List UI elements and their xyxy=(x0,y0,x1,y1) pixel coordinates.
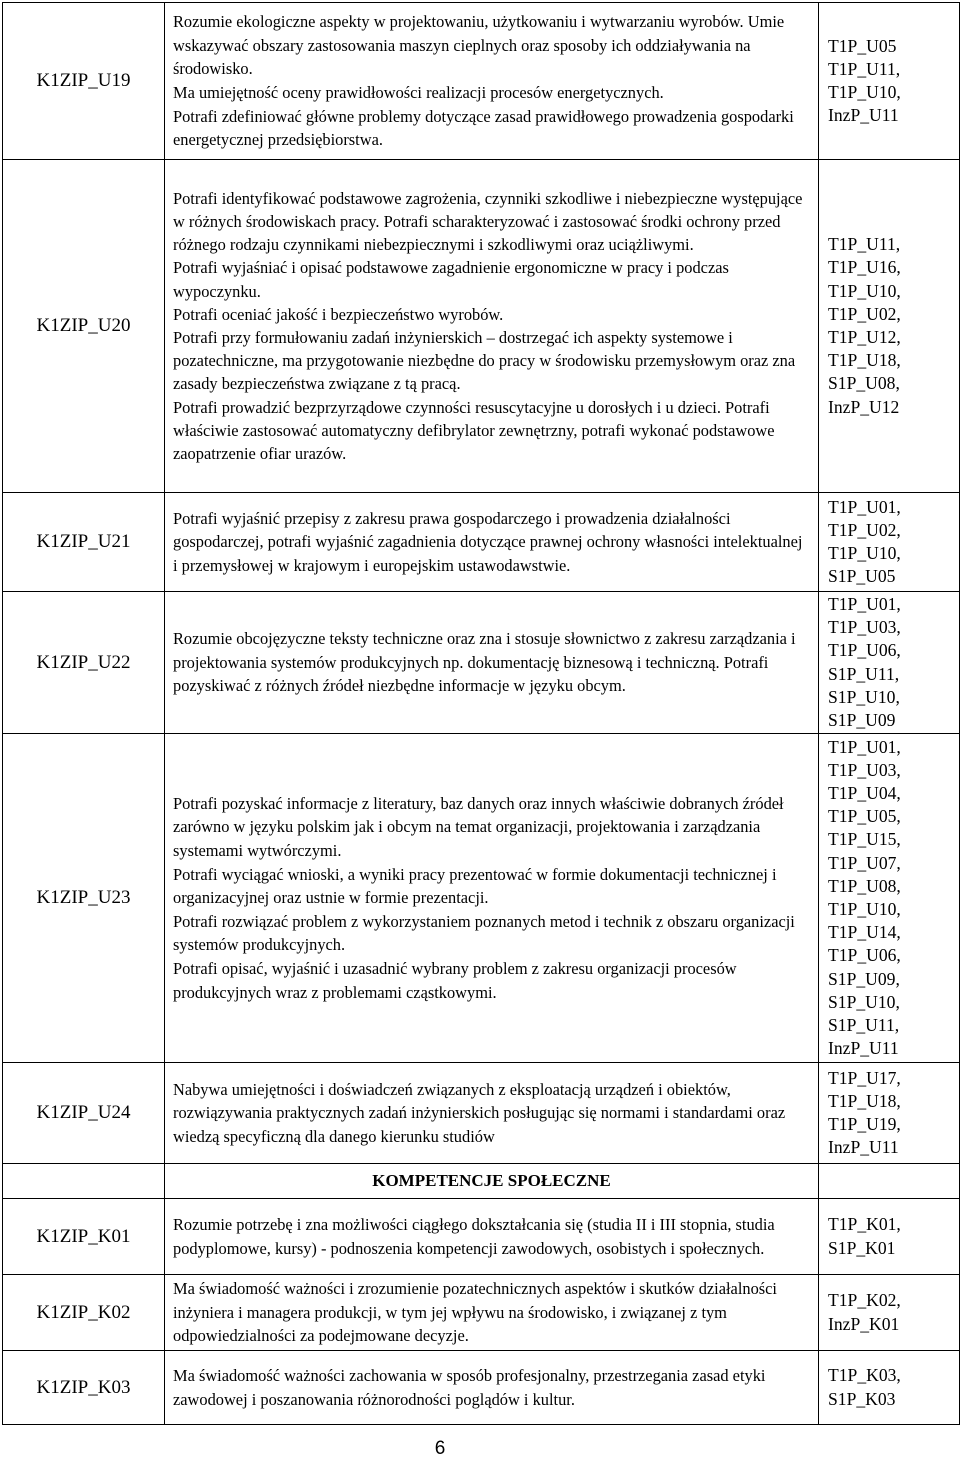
reference-code: T1P_U16, xyxy=(828,257,901,278)
reference-code: S1P_U09, xyxy=(828,968,900,989)
reference-code: S1P_U08, xyxy=(828,373,900,394)
reference-code: T1P_U01, xyxy=(828,496,901,517)
paragraph: Potrafi pozyskać informacje z literatury, baz danych oraz innych właściwie dobranych źródeł zarówno w języku polskim jak i obcym na temat organizacji, projektowania i zarządzania systemami wytwórczymi. xyxy=(173,793,784,861)
reference-code: T1P_U05 xyxy=(828,35,897,56)
paragraph: Potrafi identyfikować podstawowe zagrożenia, czynniki szkodliwe i niebezpieczne występujące w różnych środowiskach pracy. Potrafi scharakteryzować i zastosować środki ochrony przed różnego rodzaju czynnikami niebezpiecznymi i szkodliwymi oraz uciążliwymi. xyxy=(173,188,803,255)
outcome-description xyxy=(165,1199,819,1275)
outcome-references xyxy=(819,3,960,160)
table-row xyxy=(3,493,960,592)
paragraph: Ma umiejętność oceny prawidłowości realizacji procesów energetycznych. xyxy=(173,83,664,102)
reference-code: T1P_U10, xyxy=(828,280,901,301)
reference-code: T1P_U06, xyxy=(828,640,901,661)
table-row xyxy=(3,1063,960,1164)
reference-code: T1P_U14, xyxy=(828,922,901,943)
reference-code: S1P_K03 xyxy=(828,1388,896,1409)
outcome-references xyxy=(819,1351,960,1425)
reference-code: T1P_U17, xyxy=(828,1067,901,1088)
outcome-code: K1ZIP_U19 xyxy=(3,3,165,160)
reference-code: T1P_U02, xyxy=(828,303,901,324)
empty-cell xyxy=(3,1164,165,1199)
paragraph: Rozumie potrzebę i zna możliwości ciągłego dokształcania się (studia II i III stopnia, studia podyplomowe, kursy) - podnoszenia kompetencji zawodowych, osobistych i społecznych. xyxy=(173,1214,775,1258)
table-row xyxy=(3,1164,960,1199)
paragraph: Potrafi oceniać jakość i bezpieczeństwo wyrobów. xyxy=(173,304,504,324)
reference-code: T1P_U02, xyxy=(828,519,901,540)
reference-code: T1P_U18, xyxy=(828,350,901,371)
reference-code: T1P_U05, xyxy=(828,806,901,827)
reference-code: T1P_U19, xyxy=(828,1114,901,1134)
outcome-description xyxy=(165,1351,819,1425)
outcome-code: K1ZIP_K03 xyxy=(3,1351,165,1425)
paragraph: Potrafi zdefiniować główne problemy dotyczące zasad prawidłowego prowadzenia gospodarki energetycznej przedsiębiorstwa. xyxy=(173,106,794,150)
outcome-description xyxy=(165,1275,819,1351)
reference-code: S1P_U11, xyxy=(828,1015,900,1036)
outcome-code: K1ZIP_U24 xyxy=(3,1063,165,1164)
reference-code: S1P_U05 xyxy=(828,566,896,587)
table-row xyxy=(3,3,960,160)
reference-code: T1P_U10, xyxy=(828,543,901,563)
reference-code: T1P_U07, xyxy=(828,852,901,873)
reference-code: S1P_U11, xyxy=(828,663,900,684)
section-heading: KOMPETENCJE SPOŁECZNE xyxy=(165,1164,819,1199)
reference-code: T1P_K01, xyxy=(828,1214,901,1235)
outcome-code: K1ZIP_K01 xyxy=(3,1199,165,1275)
outcome-references xyxy=(819,1063,960,1164)
reference-code: T1P_U15, xyxy=(828,829,901,850)
outcome-code: K1ZIP_U22 xyxy=(3,592,165,734)
outcome-references xyxy=(819,493,960,592)
outcome-references xyxy=(819,592,960,734)
reference-code: T1P_U01, xyxy=(828,593,901,614)
outcome-description xyxy=(165,160,819,493)
outcome-references xyxy=(819,734,960,1063)
outcome-references xyxy=(819,160,960,493)
table-row xyxy=(3,1199,960,1275)
paragraph: Potrafi wyjaśniać i opisać podstawowe zagadnienie ergonomiczne w pracy i podczas wypoczynku. xyxy=(173,258,729,301)
outcome-code: K1ZIP_U20 xyxy=(3,160,165,493)
reference-code: T1P_U06, xyxy=(828,945,901,966)
paragraph: Nabywa umiejętności i doświadczeń związanych z eksploatacją urządzeń i obiektów, rozwiązywania praktycznych zadań inżynierskich posługując się normami i standardami oraz wiedzą specyficzną dla danego kierunku studiów xyxy=(173,1079,786,1146)
reference-code: T1P_U11, xyxy=(828,58,901,79)
paragraph: Potrafi rozwiązać problem z wykorzystaniem poznanych metod i technik z obszaru organizacji systemów produkcyjnych. xyxy=(173,911,795,955)
paragraph: Potrafi wyjaśnić przepisy z zakresu prawa gospodarczego i prowadzenia działalności gospodarczej, potrafi wyjaśnić zagadnienia dotyczące prawnej ochrony własności intelektualnej i przemysłowej w krajowym i europejskim ustawodawstwie. xyxy=(173,508,803,575)
paragraph: Potrafi przy formułowaniu zadań inżynierskich – dostrzegać ich aspekty systemowe i pozatechniczne, ma przygotowanie niezbędne do pracy w środowisku przemysłowym oraz zna zasady bezpieczeństwa związane z tą pracą. xyxy=(173,328,796,394)
reference-code: T1P_U08, xyxy=(828,875,901,896)
outcome-description xyxy=(165,3,819,160)
outcome-description xyxy=(165,493,819,592)
reference-code: T1P_U03, xyxy=(828,759,901,780)
reference-code: T1P_U03, xyxy=(828,617,901,638)
reference-code: T1P_U18, xyxy=(828,1090,901,1111)
table-row xyxy=(3,592,960,734)
reference-code: T1P_U11, xyxy=(828,234,901,255)
reference-code: T1P_U01, xyxy=(828,736,901,757)
reference-code: S1P_U09 xyxy=(828,709,896,730)
table-row xyxy=(3,1351,960,1425)
paragraph: Ma świadomość ważności i zrozumienie pozatechnicznych aspektów i skutków działalności inżyniera i managera produkcji, w tym jej wpływu na środowisko, i związanej z tym odpowiedzialności za podejmowane decyzje. xyxy=(173,1279,777,1346)
reference-code: S1P_K01 xyxy=(828,1237,896,1258)
paragraph: Rozumie ekologiczne aspekty w projektowaniu, użytkowaniu i wytwarzaniu wyrobów. Umie wskazywać obszary zastosowania maszyn cieplnych oraz sposoby ich oddziaływania na środowisko. xyxy=(173,12,785,79)
reference-code: InzP_U11 xyxy=(828,1137,899,1158)
reference-code: T1P_U10, xyxy=(828,899,901,919)
outcome-code: K1ZIP_U21 xyxy=(3,493,165,592)
outcome-code: K1ZIP_U23 xyxy=(3,734,165,1063)
outcome-description xyxy=(165,734,819,1063)
reference-code: InzP_U12 xyxy=(828,396,900,417)
reference-code: InzP_K01 xyxy=(828,1313,900,1334)
outcome-description xyxy=(165,592,819,734)
reference-code: T1P_U12, xyxy=(828,327,901,347)
page-number: 6 xyxy=(434,1438,446,1459)
paragraph: Ma świadomość ważności zachowania w sposób profesjonalny, przestrzegania zasad etyki zawodowej i poszanowania różnorodności poglądów i kultur. xyxy=(173,1365,766,1409)
outcome-code: K1ZIP_K02 xyxy=(3,1275,165,1351)
table-row xyxy=(3,734,960,1063)
outcome-description xyxy=(165,1063,819,1164)
reference-code: T1P_U04, xyxy=(828,782,901,803)
reference-code: S1P_U10, xyxy=(828,991,900,1012)
reference-code: T1P_K03, xyxy=(828,1365,901,1386)
reference-code: T1P_K02, xyxy=(828,1290,901,1311)
reference-code: S1P_U10, xyxy=(828,686,900,707)
paragraph: Rozumie obcojęzyczne teksty techniczne oraz zna i stosuje słownictwo z zakresu zarządzania i projektowania systemów produkcyjnych np. dokumentację biznesową i techniczną. Potrafi pozyskiwać z różnych źródeł niezbędne informacje w języku obcym. xyxy=(173,629,796,696)
paragraph: Potrafi prowadzić bezprzyrządowe czynności resuscytacyjne u dorosłych i u dzieci. Potrafi właściwie zastosować automatyczny defibrylator zewnętrzny, potrafi wykonać podstawowe zaopatrzenie ofiar urazów. xyxy=(173,397,775,464)
learning-outcomes-table xyxy=(2,2,960,1425)
outcome-references xyxy=(819,1275,960,1351)
paragraph: Potrafi opisać, wyjaśnić i uzasadnić wybrany problem z zakresu organizacji procesów produkcyjnych wraz z problemami cząstkowymi. xyxy=(173,958,737,1002)
outcome-references xyxy=(819,1199,960,1275)
paragraph: Potrafi wyciągać wnioski, a wyniki pracy prezentować w formie dokumentacji technicznej i organizacyjnej oraz ustnie w formie prezentacji. xyxy=(173,864,777,908)
empty-cell xyxy=(819,1164,960,1199)
reference-code: InzP_U11 xyxy=(828,1038,899,1059)
table-row xyxy=(3,1275,960,1351)
reference-code: InzP_U11 xyxy=(828,105,899,126)
table-row xyxy=(3,160,960,493)
reference-code: T1P_U10, xyxy=(828,82,901,102)
